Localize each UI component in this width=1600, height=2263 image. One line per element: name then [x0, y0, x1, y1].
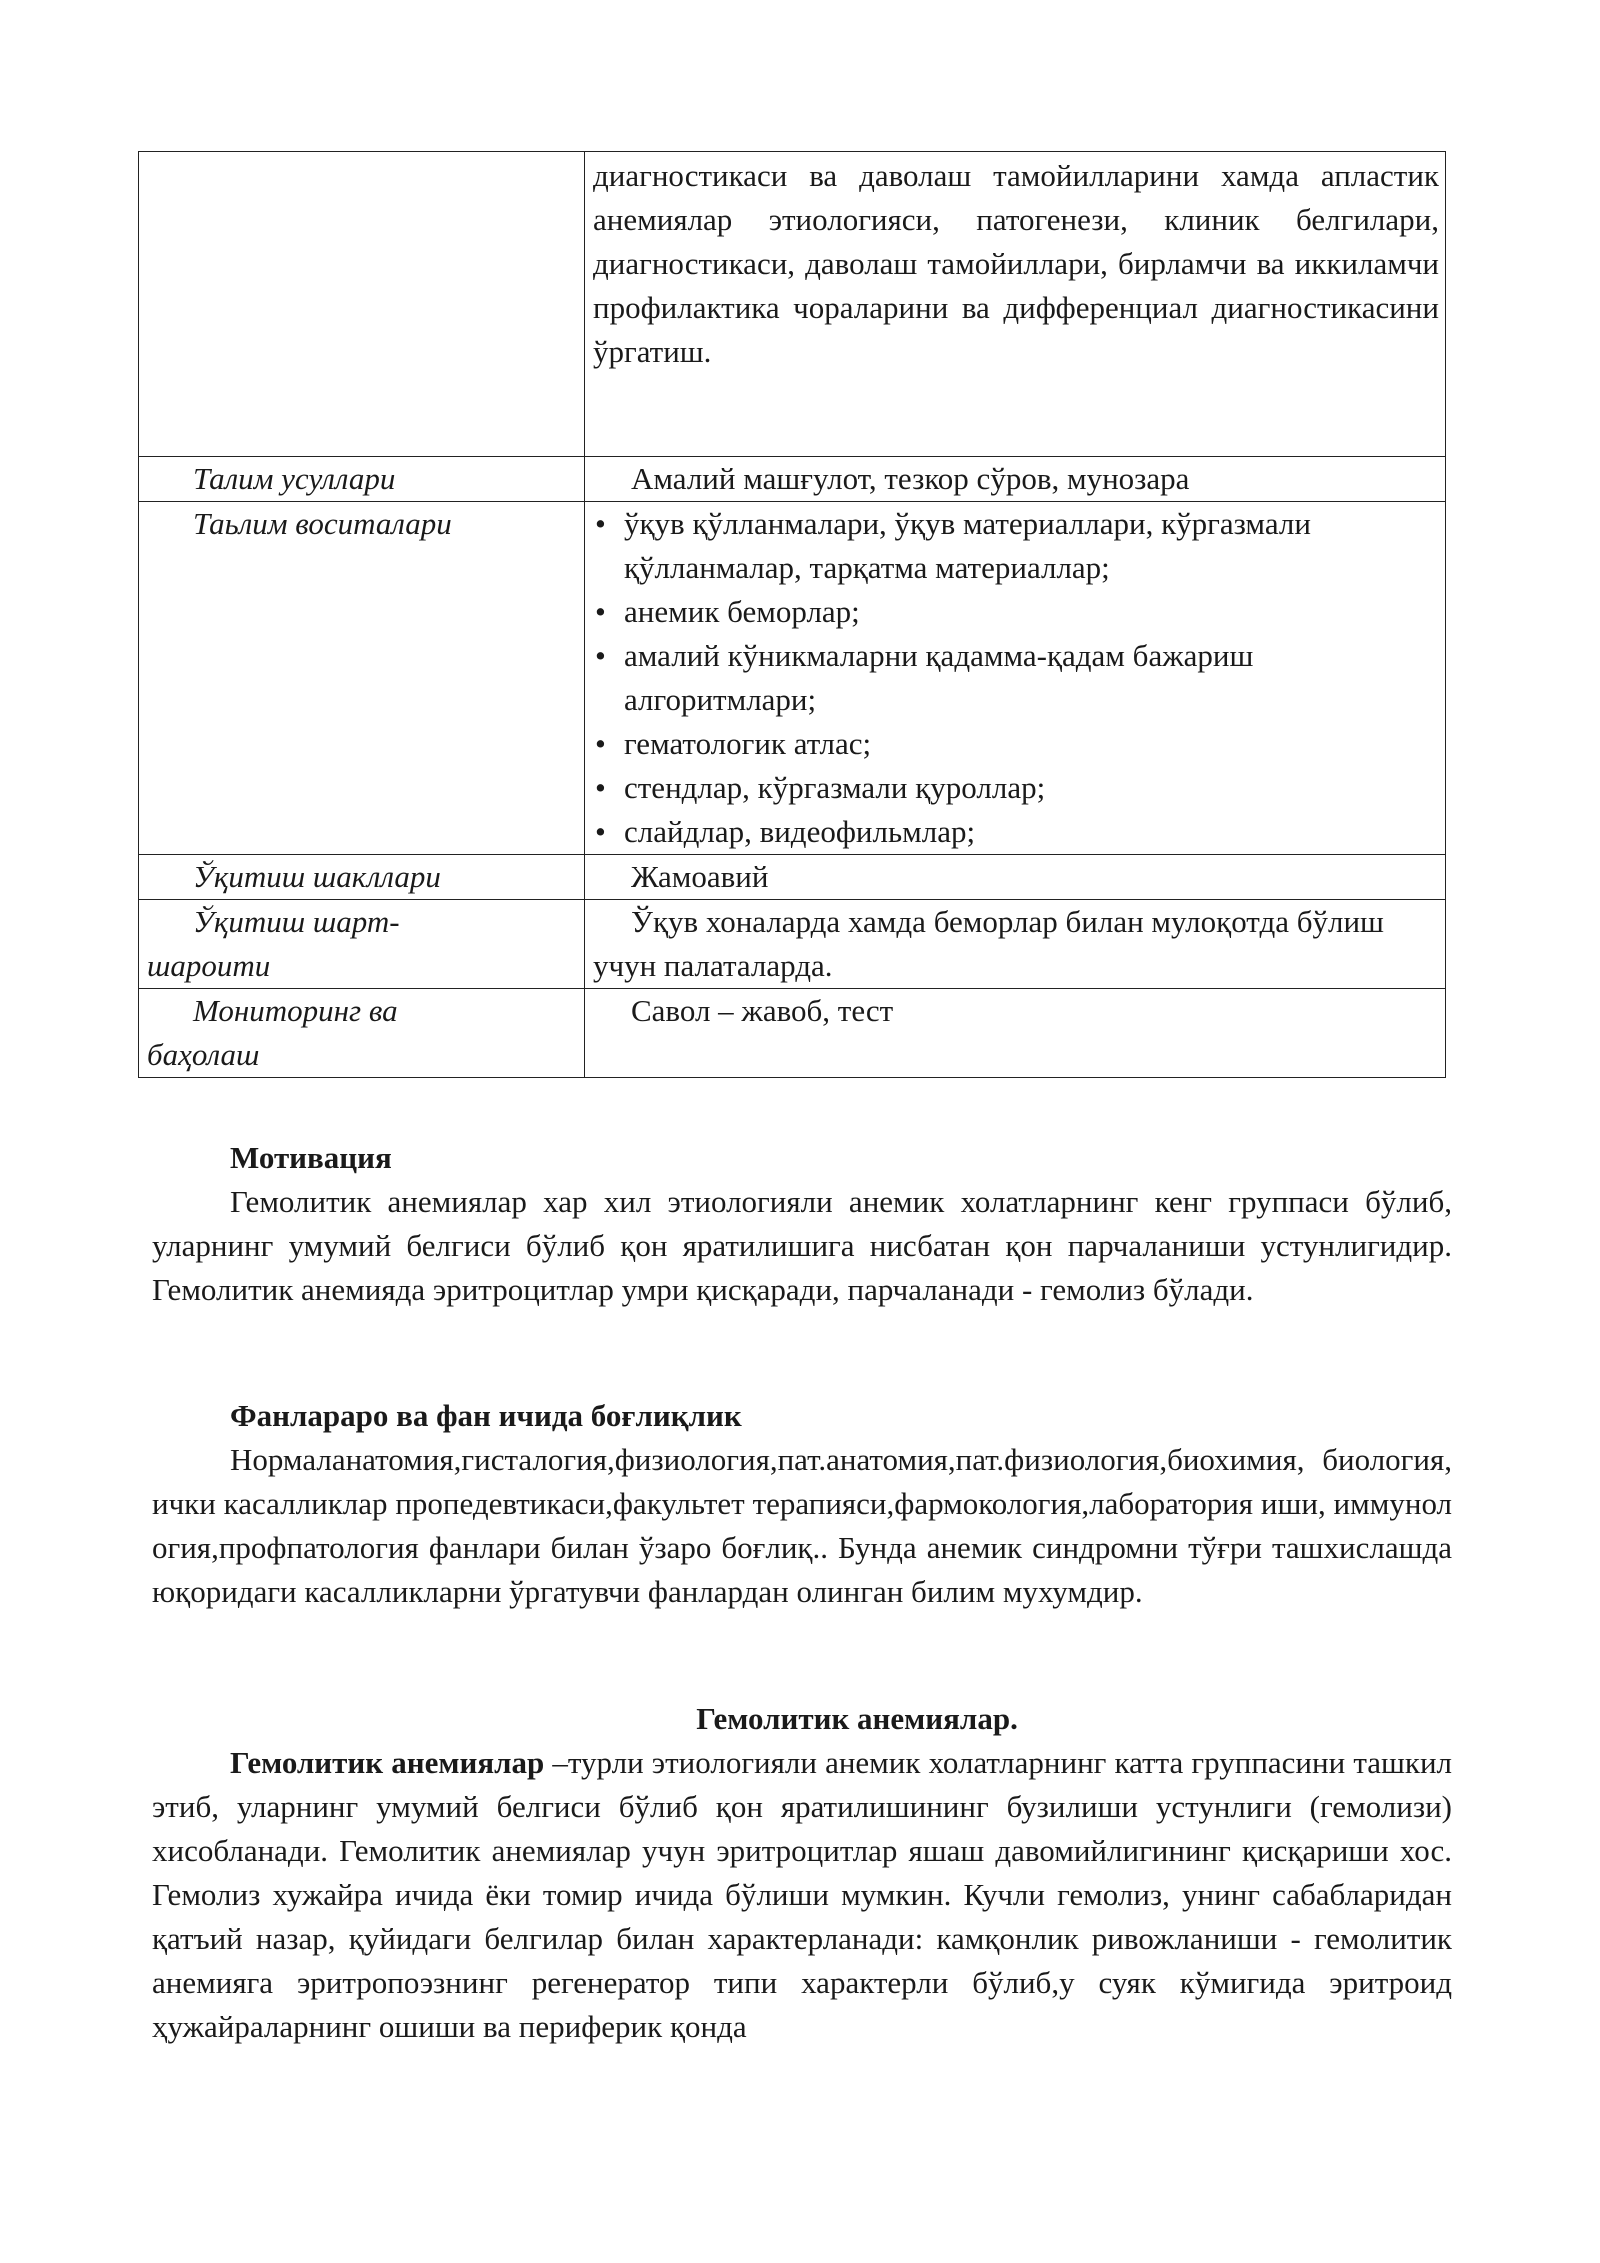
table-row	[139, 502, 1446, 855]
interdisciplinary-text: Нормаланатомия,гисталогия,физиология,пат.анатомия,пат.физиология,биохимия, биология,ички касалликлар пропедевтикаси,факультет терапияси,фармокология,лаборатория иши, иммунология,профпатология фанлари билан ўзаро боғлиқ.. Бунда анемик синдромни тўғри ташхислашда юқоридаги касалликларни ўргатувчи фанлардан олинган билим мухумдир.	[152, 1442, 1452, 1609]
conditions-label-line2: шароити	[147, 948, 271, 983]
hemolytic-lead-term: Гемолитик анемиялар	[230, 1745, 545, 1780]
hemolytic-section	[152, 1697, 1452, 2049]
forms-label-cell	[139, 855, 585, 900]
interdisciplinary-heading: Фанлараро ва фан ичида боғлиқлик	[230, 1398, 742, 1433]
motivation-heading: Мотивация	[230, 1140, 392, 1175]
monitoring-label-line2: баҳолаш	[147, 1037, 260, 1072]
table-cell-goal	[585, 152, 1446, 457]
conditions-label-cell	[139, 900, 585, 989]
list-item: • ўқув қўлланмалари, ўқув материаллари, кўргазмали қўлланмалар, тарқатма материаллар;	[593, 502, 1439, 590]
monitoring-value-cell	[585, 989, 1446, 1078]
monitoring-value: Савол – жавоб, тест	[631, 993, 894, 1028]
list-item: • стендлар, кўргазмали қуроллар;	[593, 766, 1439, 810]
table-row	[139, 900, 1446, 989]
table-row	[139, 989, 1446, 1078]
goal-text: диагностикаси ва даволаш тамойилларини хамда апластик анемиялар этиологияси, патогенези, клиник белгилари, диагностикаси, даволаш тамойиллари, бирламчи ва иккиламчи профилактика чораларини ва дифференциал диагностикасини ўргатиш.	[593, 158, 1439, 369]
methods-value: Амалий машғулот, тезкор сўров, мунозара	[631, 461, 1190, 496]
tools-label-cell	[139, 502, 585, 855]
monitoring-label-line1: Мониторинг ва	[193, 993, 398, 1028]
hemolytic-heading: Гемолитик анемиялар.	[696, 1701, 1018, 1736]
hemolytic-paragraph	[152, 1741, 1452, 2049]
conditions-label-line1: Ўқитиш шарт-	[193, 904, 400, 939]
tools-label: Таьлим воситалари	[193, 506, 452, 541]
forms-label: Ўқитиш шакллари	[193, 859, 441, 894]
list-item: • анемик беморлар;	[593, 590, 1439, 634]
methods-value-cell	[585, 457, 1446, 502]
list-item: • амалий кўникмаларни қадамма-қадам бажариш алгоритмлари;	[593, 634, 1439, 722]
hemolytic-text: –турли этиологияли анемик холатларнинг катта группасини ташкил этиб, уларнинг умумий белгиси бўлиб қон яратилишининг бузилиши устунлиги (гемолизи) хисобланади. Гемолитик анемиялар учун эритроцитлар яшаш давомийлигининг қисқариши хос. Гемолиз хужайра ичида ёки томир ичида бўлиши мумкин. Кучли гемолиз, унинг сабабларидан қатъий назар, қуйидаги белгилар билан характерланади: камқонлик ривожланиши - гемолитик анемияга эритропоэзнинг регенератор типи характерли бўлиб,у суяк кўмигида эритроид ҳужайраларнинг ошиши ва периферик қонда	[152, 1745, 1453, 2044]
lesson-info-table	[138, 151, 1446, 1078]
conditions-value: Ўқув хоналарда хамда беморлар билан мулоқотда бўлиш учун палаталарда.	[593, 904, 1384, 983]
methods-label: Талим усуллари	[193, 461, 396, 496]
conditions-value-cell	[585, 900, 1446, 989]
tools-value-cell	[585, 502, 1446, 855]
list-item: • слайдлар, видеофильмлар;	[593, 810, 1439, 854]
forms-value: Жамоавий	[631, 859, 769, 894]
table-row	[139, 855, 1446, 900]
motivation-section	[152, 1136, 1452, 1312]
methods-label-cell	[139, 457, 585, 502]
forms-value-cell	[585, 855, 1446, 900]
list-item: • гематологик атлас;	[593, 722, 1439, 766]
table-row	[139, 457, 1446, 502]
table-row	[139, 152, 1446, 457]
motivation-text: Гемолитик анемиялар хар хил этиологияли анемик холатларнинг кенг группаси бўлиб, уларнинг умумий белгиси бўлиб қон яратилишига нисбатан қон парчаланиши устунлигидир. Гемолитик анемияда эритроцитлар умри қисқаради, парчаланади - гемолиз бўлади.	[152, 1184, 1452, 1307]
monitoring-label-cell	[139, 989, 585, 1078]
tools-list	[593, 502, 1439, 854]
table-cell-empty	[139, 152, 585, 457]
interdisciplinary-section	[152, 1394, 1452, 1614]
